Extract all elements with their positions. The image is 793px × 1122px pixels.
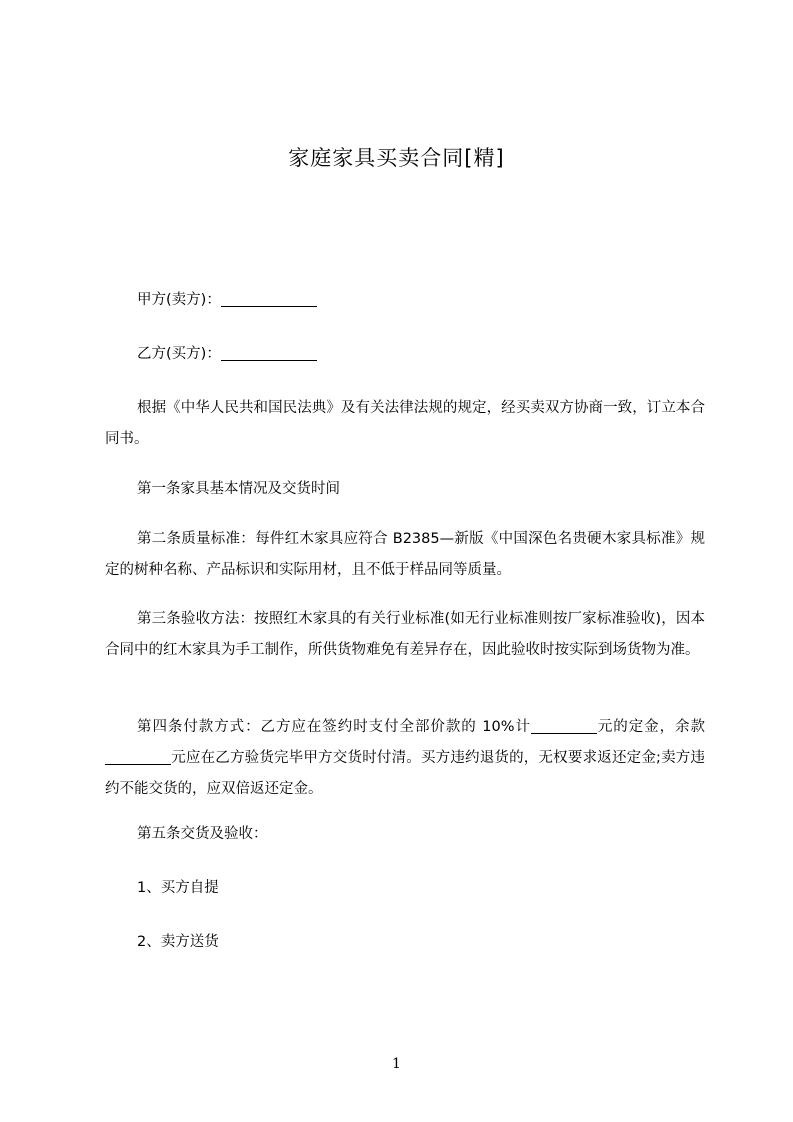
intro-paragraph: 根据《中华人民共和国民法典》及有关法律法规的规定，经买卖双方协商一致，订立本合同书。 <box>105 400 705 447</box>
article-5-heading: 第五条交货及验收： <box>137 826 268 842</box>
party-b-label: 乙方(买方)： <box>137 346 221 362</box>
page-number: 1 <box>392 1056 401 1072</box>
deposit-blank <box>531 717 597 734</box>
article-2-paragraph: 第二条质量标准：每件红木家具应符合 B2385—新版《中国深色名贵硬木家具标准》规定的树种名称、产品标识和实际用材，且不低于样品同等质量。 <box>105 531 705 578</box>
article-4-text-3: 元应在乙方验货完毕甲方交货时付清。买方违约退货的，无权要求返还定金;卖方违约不能交货的，应双倍返还定金。 <box>105 750 705 797</box>
article-3-paragraph: 第三条验收方法：按照红木家具的有关行业标准(如无行业标准则按厂家标准验收)，因本合同中的红木家具为手工制作，所供货物难免有差异存在，因此验收时按实际到场货物为准。 <box>105 611 705 658</box>
article-4-paragraph <box>105 712 705 805</box>
document-title: 家庭家具买卖合同[精] <box>288 146 505 170</box>
list-item-seller-delivery: 2、卖方送货 <box>137 934 219 950</box>
party-a-line <box>137 285 317 316</box>
article-4-text-2: 元的定金，余款 <box>596 719 706 735</box>
party-b-line <box>137 339 317 370</box>
article-4-text-1: 第四条付款方式：乙方应在签约时支付全部价款的 10%计 <box>137 719 531 735</box>
article-1-heading: 第一条家具基本情况及交货时间 <box>137 481 340 497</box>
party-a-label: 甲方(卖方)： <box>137 292 221 308</box>
party-b-blank <box>221 344 317 361</box>
list-item-self-pickup: 1、买方自提 <box>137 880 219 896</box>
balance-blank <box>105 748 171 765</box>
party-a-blank <box>221 290 317 307</box>
